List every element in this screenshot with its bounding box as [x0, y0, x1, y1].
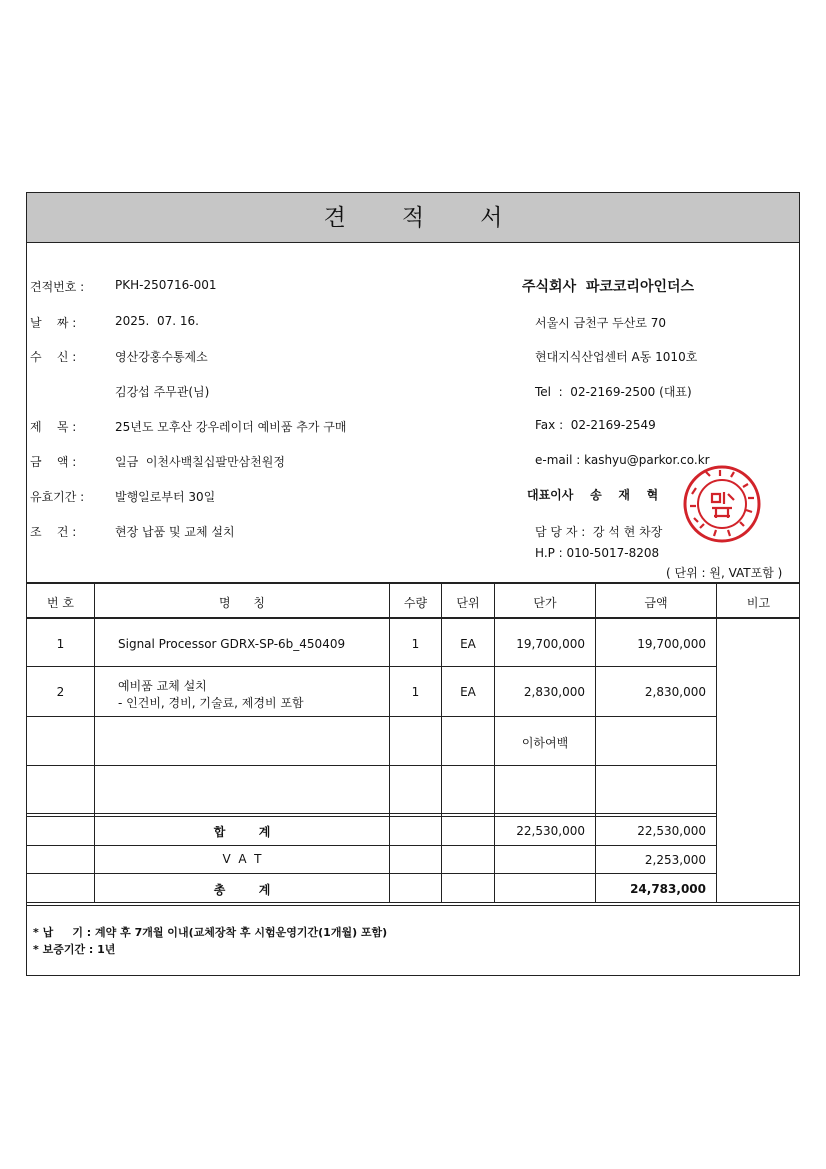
row2-name: 예비품 교체 설치 — [118, 679, 207, 693]
header-price: 단가 — [533, 596, 557, 610]
amount-label: 금 액 : — [30, 455, 77, 469]
validity: 발행일로부터 30일 — [115, 490, 216, 504]
note-delivery: * 납 기 : 계약 후 7개월 이내(교체장착 후 시험운영기간(1개월) 포함) — [33, 926, 388, 939]
blank-note: 이하여백 — [521, 736, 569, 750]
row2-qty: 1 — [411, 685, 420, 699]
header-qty: 수량 — [403, 596, 428, 610]
vat-label: V A T — [222, 852, 262, 866]
sum-label: 합 계 — [213, 825, 271, 839]
to-label: 수 신 : — [30, 350, 77, 364]
row2-amount: 2,830,000 — [644, 685, 706, 699]
to-person: 김강섭 주무관(님) — [115, 385, 210, 399]
supplier-company: 주식회사 파코코리아인더스 — [522, 279, 695, 295]
supplier-fax: Fax : 02-2169-2549 — [535, 418, 656, 432]
row1-name: Signal Processor GDRX-SP-6b_450409 — [118, 637, 346, 651]
table-top-border — [26, 582, 800, 584]
row-divider — [26, 666, 716, 667]
row-divider — [26, 765, 716, 766]
col-divider — [441, 583, 442, 903]
row-divider — [26, 873, 716, 874]
row-divider — [26, 716, 716, 717]
row-divider — [26, 816, 716, 817]
row-divider — [26, 902, 800, 903]
row1-qty: 1 — [411, 637, 420, 651]
terms: 현장 납품 및 교체 설치 — [115, 525, 235, 539]
subject-label: 제 목 : — [30, 420, 77, 434]
supplier-email: e-mail : kashyu@parkor.co.kr — [535, 453, 710, 467]
date-label: 날 짜 : — [30, 316, 77, 330]
total-label: 총 계 — [213, 883, 271, 897]
quote-no-label: 견적번호 : — [30, 280, 85, 294]
row1-amount: 19,700,000 — [637, 637, 706, 651]
sum-price: 22,530,000 — [516, 824, 585, 838]
row1-price: 19,700,000 — [516, 637, 585, 651]
row1-unit: EA — [460, 637, 476, 651]
title-bar — [27, 193, 799, 243]
col-divider — [716, 583, 717, 903]
company-seal-icon — [682, 464, 762, 544]
supplier-contact: 담 당 자 : 강 석 현 차장 — [535, 525, 663, 539]
row1-no: 1 — [56, 637, 65, 651]
row-divider — [26, 845, 716, 846]
row-divider — [26, 813, 716, 814]
row2-price: 2,830,000 — [523, 685, 585, 699]
to: 영산강홍수통제소 — [115, 350, 208, 364]
sum-amount: 22,530,000 — [637, 824, 706, 838]
row-divider — [26, 905, 800, 906]
header-remarks: 비고 — [746, 596, 771, 610]
col-divider — [389, 583, 390, 903]
header-name: 명 칭 — [218, 596, 266, 610]
validity-label: 유효기간 : — [30, 490, 85, 504]
header-unit: 단위 — [456, 596, 480, 610]
supplier-address2: 현대지식산업센터 A동 1010호 — [535, 350, 698, 364]
vat-amount: 2,253,000 — [644, 853, 706, 867]
total-amount: 24,783,000 — [630, 882, 706, 896]
quote-no: PKH-250716-001 — [115, 278, 217, 292]
supplier-ceo: 대표이사 송 재 혁 — [527, 488, 659, 502]
supplier-tel: Tel : 02-2169-2500 (대표) — [535, 385, 692, 399]
row2-name-detail: - 인건비, 경비, 기술료, 제경비 포함 — [118, 696, 304, 710]
unit-note: ( 단위 : 원, VAT포함 ) — [666, 566, 783, 580]
terms-label: 조 건 : — [30, 525, 77, 539]
subject: 25년도 모후산 강우레이더 예비품 추가 구매 — [115, 420, 347, 434]
header-no: 번 호 — [47, 596, 74, 610]
header-amount: 금액 — [644, 596, 668, 610]
supplier-address1: 서울시 금천구 두산로 70 — [535, 316, 667, 330]
row2-no: 2 — [56, 685, 65, 699]
row2-unit: EA — [460, 685, 476, 699]
date: 2025. 07. 16. — [115, 314, 199, 328]
note-warranty: * 보증기간 : 1년 — [33, 943, 116, 956]
amount-words: 일금 이천사백칠십팔만삼천원정 — [115, 455, 285, 469]
supplier-phone: H.P : 010-5017-8208 — [535, 546, 660, 560]
page-title: 견 적 서 — [323, 205, 503, 231]
table-header-bottom — [26, 617, 800, 619]
